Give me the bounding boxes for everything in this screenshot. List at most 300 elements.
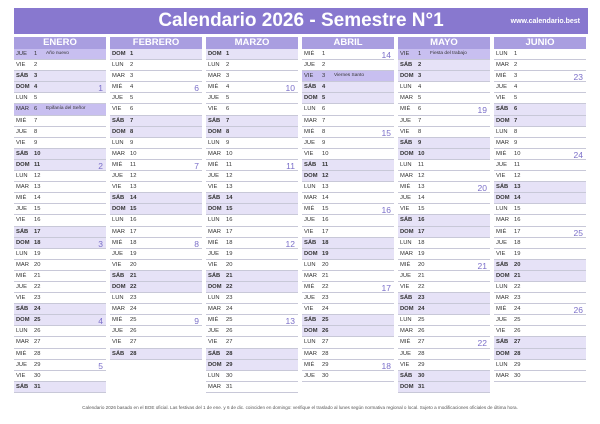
day-row <box>14 49 106 60</box>
day-number: 20 <box>130 261 137 268</box>
day-number: 25 <box>514 317 521 324</box>
weekday-label: SÁB <box>112 117 125 124</box>
weekday-label: DOM <box>16 317 30 324</box>
day-row <box>302 93 394 104</box>
weekday-label: VIE <box>496 328 506 335</box>
day-row <box>302 337 394 348</box>
weekday-label: LUN <box>112 139 124 146</box>
day-row <box>302 104 394 115</box>
weekday-label: SÁB <box>16 383 29 390</box>
day-row <box>398 71 490 82</box>
day-number: 27 <box>514 339 521 346</box>
weekday-label: DOM <box>16 161 30 168</box>
weekday-label: JUE <box>400 195 411 202</box>
day-row <box>110 227 202 238</box>
day-row <box>398 304 490 315</box>
day-row <box>110 215 202 226</box>
day-number: 15 <box>130 206 137 213</box>
day-row <box>14 315 106 326</box>
day-number: 29 <box>34 361 41 368</box>
day-number: 18 <box>130 239 137 246</box>
day-number: 11 <box>130 161 137 168</box>
weekday-label: MAR <box>16 184 29 191</box>
day-number: 5 <box>130 95 134 102</box>
day-row <box>14 215 106 226</box>
weekday-label: JUE <box>112 328 123 335</box>
day-number: 16 <box>322 217 329 224</box>
day-row <box>206 249 298 260</box>
day-row <box>398 82 490 93</box>
day-row <box>494 204 586 215</box>
weekday-label: LUN <box>208 372 220 379</box>
weekday-label: JUE <box>496 161 507 168</box>
day-number: 17 <box>418 228 425 235</box>
day-row <box>302 282 394 293</box>
day-row <box>14 116 106 127</box>
day-row <box>494 60 586 71</box>
weekday-label: VIE <box>496 173 506 180</box>
day-number: 13 <box>514 184 521 191</box>
weekday-label: LUN <box>496 283 508 290</box>
day-number: 17 <box>322 228 329 235</box>
day-row <box>494 116 586 127</box>
weekday-label: MAR <box>496 372 509 379</box>
weekday-label: MAR <box>400 95 413 102</box>
day-number: 29 <box>226 361 233 368</box>
day-number: 2 <box>226 62 230 69</box>
day-number: 4 <box>226 84 230 91</box>
weekday-label: DOM <box>112 283 126 290</box>
day-number: 6 <box>322 106 326 113</box>
weekday-label: MAR <box>400 250 413 257</box>
week-number: 15 <box>381 127 391 138</box>
day-number: 4 <box>34 84 38 91</box>
weekday-label: DOM <box>400 306 414 313</box>
week-number: 10 <box>285 83 295 94</box>
weekday-label: VIE <box>304 306 314 313</box>
website-label: www.calendario.best <box>510 18 580 25</box>
weekday-label: DOM <box>208 283 222 290</box>
holiday-label: Año nuevo <box>46 51 69 56</box>
weekday-label: MAR <box>16 339 29 346</box>
weekday-label: DOM <box>208 206 222 213</box>
day-number: 19 <box>418 250 425 257</box>
weekday-label: SÁB <box>400 372 413 379</box>
day-number: 3 <box>34 73 38 80</box>
day-row <box>302 349 394 360</box>
weekday-label: VIE <box>16 295 26 302</box>
day-row <box>206 227 298 238</box>
day-number: 8 <box>226 128 230 135</box>
day-row <box>398 171 490 182</box>
weekday-label: LUN <box>400 317 412 324</box>
day-number: 11 <box>322 161 329 168</box>
weekday-label: MAR <box>304 117 317 124</box>
day-row <box>494 271 586 282</box>
day-number: 23 <box>130 295 137 302</box>
weekday-label: MIÉ <box>496 150 507 157</box>
day-number: 15 <box>514 206 521 213</box>
weekday-label: VIE <box>496 250 506 257</box>
day-row <box>398 193 490 204</box>
weekday-label: LUN <box>304 339 316 346</box>
day-row <box>206 349 298 360</box>
day-row <box>206 215 298 226</box>
month-febrero <box>110 37 202 360</box>
day-row <box>494 215 586 226</box>
day-number: 9 <box>418 139 422 146</box>
day-number: 18 <box>34 239 41 246</box>
weekday-label: SÁB <box>400 295 413 302</box>
day-row <box>206 238 298 249</box>
day-number: 7 <box>226 117 230 124</box>
day-number: 27 <box>226 339 233 346</box>
weekday-label: SÁB <box>16 306 29 313</box>
weekday-label: MAR <box>400 173 413 180</box>
day-number: 13 <box>130 184 137 191</box>
week-number: 6 <box>194 83 199 94</box>
day-number: 18 <box>322 239 329 246</box>
weekday-label: JUE <box>112 250 123 257</box>
weekday-label: MAR <box>16 106 29 113</box>
day-row <box>494 182 586 193</box>
day-number: 9 <box>322 139 326 146</box>
week-number: 14 <box>381 50 391 60</box>
day-row <box>494 193 586 204</box>
month-enero <box>14 37 106 393</box>
weekday-label: DOM <box>112 51 126 57</box>
weekday-label: SÁB <box>112 272 125 279</box>
day-number: 22 <box>322 283 329 290</box>
day-row <box>398 238 490 249</box>
day-number: 2 <box>418 62 422 69</box>
day-number: 7 <box>322 117 326 124</box>
weekday-label: MIÉ <box>112 239 123 246</box>
day-row <box>14 326 106 337</box>
day-number: 12 <box>418 173 425 180</box>
week-number: 4 <box>98 316 103 327</box>
weekday-label: VIE <box>304 228 314 235</box>
day-number: 12 <box>514 173 521 180</box>
day-number: 21 <box>322 272 329 279</box>
day-number: 7 <box>418 117 422 124</box>
weekday-label: MIÉ <box>16 117 27 124</box>
weekday-label: LUN <box>400 84 412 91</box>
day-row <box>206 171 298 182</box>
day-number: 23 <box>34 295 41 302</box>
month-header: ABRIL <box>302 37 394 49</box>
day-row <box>206 82 298 93</box>
day-row <box>110 127 202 138</box>
day-number: 2 <box>34 62 38 69</box>
week-number: 25 <box>573 227 583 238</box>
day-number: 21 <box>34 272 41 279</box>
day-row <box>398 215 490 226</box>
day-row <box>302 304 394 315</box>
day-number: 31 <box>418 383 425 390</box>
weekday-label: VIE <box>400 283 410 290</box>
day-row <box>302 271 394 282</box>
day-number: 5 <box>34 95 38 102</box>
day-row <box>398 149 490 160</box>
holiday-label: Epifanía del Señor <box>46 106 86 112</box>
day-row <box>398 104 490 115</box>
weekday-label: MIÉ <box>304 283 315 290</box>
day-number: 25 <box>130 317 137 324</box>
day-row <box>494 104 586 115</box>
day-number: 14 <box>130 195 137 202</box>
day-number: 21 <box>514 272 521 279</box>
day-number: 30 <box>418 372 425 379</box>
day-number: 23 <box>226 295 233 302</box>
weekday-label: MIÉ <box>496 306 507 313</box>
weekday-label: MAR <box>208 306 221 313</box>
weekday-label: MIÉ <box>208 317 219 324</box>
weekday-label: SÁB <box>304 317 317 324</box>
week-number: 16 <box>381 205 391 216</box>
day-row <box>110 104 202 115</box>
day-row <box>14 349 106 360</box>
month-mayo <box>398 37 490 393</box>
day-row <box>206 382 298 393</box>
weekday-label: VIE <box>112 184 122 191</box>
day-number: 6 <box>34 106 38 113</box>
weekday-label: SÁB <box>400 217 413 224</box>
weekday-label: JUE <box>304 62 315 69</box>
day-number: 12 <box>322 173 329 180</box>
day-number: 7 <box>514 117 518 124</box>
day-number: 8 <box>418 128 422 135</box>
weekday-label: MIÉ <box>400 184 411 191</box>
day-number: 17 <box>226 228 233 235</box>
day-number: 17 <box>514 228 521 235</box>
weekday-label: VIE <box>400 128 410 135</box>
weekday-label: MAR <box>304 272 317 279</box>
weekday-label: LUN <box>304 106 316 113</box>
day-row <box>110 182 202 193</box>
day-number: 23 <box>514 295 521 302</box>
day-number: 9 <box>226 139 230 146</box>
day-number: 14 <box>322 195 329 202</box>
day-number: 19 <box>226 250 233 257</box>
weekday-label: SÁB <box>496 106 509 113</box>
day-row <box>206 182 298 193</box>
weekday-label: MAR <box>112 306 125 313</box>
day-row <box>302 71 394 82</box>
day-row <box>14 282 106 293</box>
day-number: 15 <box>226 206 233 213</box>
day-number: 24 <box>514 306 521 313</box>
weekday-label: SÁB <box>400 139 413 146</box>
weekday-label: MAR <box>208 383 221 390</box>
day-number: 30 <box>322 372 329 379</box>
day-number: 3 <box>130 73 134 80</box>
weekday-label: JUE <box>16 283 27 290</box>
day-row <box>14 271 106 282</box>
day-number: 18 <box>514 239 521 246</box>
weekday-label: DOM <box>496 117 510 124</box>
day-number: 30 <box>226 372 233 379</box>
day-row <box>398 282 490 293</box>
day-row <box>302 160 394 171</box>
day-row <box>206 49 298 60</box>
day-row <box>206 315 298 326</box>
day-number: 6 <box>418 106 422 113</box>
day-row <box>14 260 106 271</box>
weekday-label: MIÉ <box>112 317 123 324</box>
weekday-label: MIÉ <box>304 361 315 368</box>
day-row <box>110 171 202 182</box>
day-number: 10 <box>322 150 329 157</box>
weekday-label: SÁB <box>496 261 509 268</box>
weekday-label: MAR <box>112 73 125 80</box>
day-number: 7 <box>34 117 38 124</box>
day-number: 16 <box>130 217 137 224</box>
day-number: 1 <box>226 51 230 57</box>
day-number: 30 <box>34 372 41 379</box>
day-number: 28 <box>514 350 521 357</box>
weekday-label: JUE <box>208 250 219 257</box>
day-number: 10 <box>226 150 233 157</box>
weekday-label: MAR <box>16 261 29 268</box>
day-row <box>494 326 586 337</box>
day-row <box>398 315 490 326</box>
day-row <box>302 171 394 182</box>
day-number: 23 <box>322 295 329 302</box>
day-row <box>494 349 586 360</box>
weekday-label: SÁB <box>208 195 221 202</box>
day-number: 3 <box>226 73 230 80</box>
day-row <box>494 82 586 93</box>
day-number: 30 <box>514 372 521 379</box>
day-row <box>110 260 202 271</box>
weekday-label: LUN <box>400 239 412 246</box>
month-header: MAYO <box>398 37 490 49</box>
day-row <box>494 149 586 160</box>
day-row <box>398 138 490 149</box>
day-row <box>494 71 586 82</box>
day-number: 27 <box>130 339 137 346</box>
day-row <box>494 360 586 371</box>
day-number: 7 <box>130 117 134 124</box>
weekday-label: MIÉ <box>496 73 507 80</box>
day-row <box>206 337 298 348</box>
day-row <box>110 337 202 348</box>
weekday-label: VIE <box>112 261 122 268</box>
weekday-label: VIE <box>16 62 26 69</box>
day-number: 25 <box>418 317 425 324</box>
weekday-label: JUE <box>304 217 315 224</box>
day-row <box>398 382 490 393</box>
day-number: 1 <box>322 51 326 57</box>
week-number: 13 <box>285 316 295 327</box>
day-row <box>302 371 394 382</box>
day-row <box>206 60 298 71</box>
day-number: 13 <box>322 184 329 191</box>
day-row <box>206 304 298 315</box>
weekday-label: VIE <box>112 106 122 113</box>
day-row <box>494 227 586 238</box>
day-number: 19 <box>130 250 137 257</box>
day-row <box>494 282 586 293</box>
weekday-label: MAR <box>112 150 125 157</box>
day-row <box>398 116 490 127</box>
week-number: 3 <box>98 238 103 249</box>
day-row <box>206 271 298 282</box>
day-number: 5 <box>514 95 518 102</box>
weekday-label: LUN <box>112 217 124 224</box>
day-number: 26 <box>130 328 137 335</box>
month-header: FEBRERO <box>110 37 202 49</box>
day-row <box>110 138 202 149</box>
day-row <box>206 127 298 138</box>
day-number: 14 <box>226 195 233 202</box>
day-number: 5 <box>226 95 230 102</box>
day-row <box>206 93 298 104</box>
day-row <box>110 326 202 337</box>
day-row <box>398 349 490 360</box>
weekday-label: DOM <box>112 206 126 213</box>
day-number: 31 <box>34 383 41 390</box>
day-number: 25 <box>322 317 329 324</box>
day-row <box>302 215 394 226</box>
day-number: 2 <box>514 62 518 69</box>
weekday-label: SÁB <box>16 150 29 157</box>
weekday-label: MAR <box>304 350 317 357</box>
weekday-label: VIE <box>496 95 506 102</box>
day-row <box>494 293 586 304</box>
day-row <box>110 204 202 215</box>
day-row <box>398 271 490 282</box>
day-row <box>494 49 586 60</box>
day-number: 27 <box>418 339 425 346</box>
weekday-label: LUN <box>208 217 220 224</box>
day-number: 13 <box>226 184 233 191</box>
week-number: 18 <box>381 360 391 371</box>
day-number: 11 <box>418 161 425 168</box>
weekday-label: DOM <box>304 95 318 102</box>
day-number: 2 <box>130 62 134 69</box>
day-row <box>398 360 490 371</box>
day-number: 25 <box>226 317 233 324</box>
day-row <box>110 271 202 282</box>
weekday-label: DOM <box>304 173 318 180</box>
day-number: 10 <box>130 150 137 157</box>
day-number: 29 <box>418 361 425 368</box>
month-junio <box>494 37 586 382</box>
day-row <box>302 360 394 371</box>
day-number: 28 <box>34 350 41 357</box>
weekday-label: JUE <box>16 128 27 135</box>
weekday-label: MAR <box>208 73 221 80</box>
weekday-label: DOM <box>112 128 126 135</box>
weekday-label: LUN <box>304 261 316 268</box>
week-number: 22 <box>477 338 487 349</box>
week-number: 1 <box>98 83 103 94</box>
day-row <box>398 337 490 348</box>
day-row <box>14 382 106 393</box>
weekday-label: DOM <box>304 250 318 257</box>
day-number: 6 <box>514 106 518 113</box>
day-number: 18 <box>418 239 425 246</box>
day-row <box>110 160 202 171</box>
day-number: 15 <box>34 206 41 213</box>
weekday-label: MIÉ <box>400 339 411 346</box>
day-row <box>398 93 490 104</box>
day-number: 3 <box>418 73 422 80</box>
weekday-label: MIÉ <box>208 161 219 168</box>
day-number: 8 <box>34 128 38 135</box>
